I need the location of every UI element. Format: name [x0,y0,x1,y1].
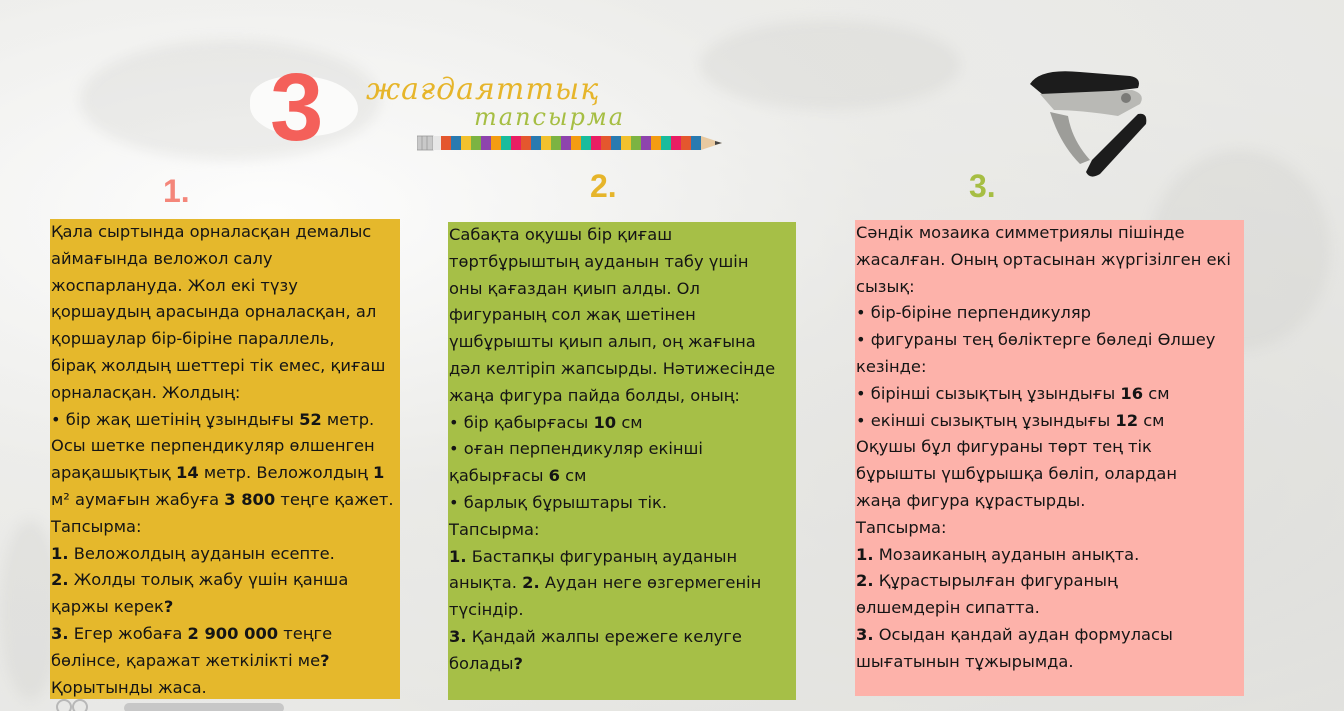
card-line: жоспарлануда. Жол екі түзу [51,275,298,295]
card-line: Тапсырма: [51,516,142,536]
card-line: 3. Егер жобаға 2 900 000 теңге [51,623,333,643]
card-line: 1. Бастапқы фигураның ауданын [449,546,738,566]
big-number: 3 [270,54,324,161]
card-line: 3. Осыдан қандай аудан формуласы [856,624,1173,644]
page-title: жағдаяттық [366,72,600,107]
card-line: бұрышты үшбұрышқа бөліп, олардан [856,464,1178,484]
card-line: өлшемдерін сипатта. [856,598,1040,618]
big-number-badge [250,54,360,161]
card-line: Тапсырма: [449,519,540,539]
card-line: қоршаулар бір-біріне параллель, [51,329,335,349]
card-line: төртбұрыштың ауданын табу үшін [449,251,749,271]
card-line: жаңа фигура пайда болды, оның: [449,385,740,405]
card-line: • оған перпендикуляр екінші [449,439,703,459]
card-line: жаңа фигура құрастырды. [856,490,1086,510]
card-line: жасалған. Оның ортасынан жүргізілген екі [856,249,1231,269]
card-line: 1. Веложолдың ауданын есепте. [51,543,335,563]
card-line: орналасқан. Жолдың: [51,382,241,402]
card-line: қабырғасы 6 см [449,466,587,486]
staple-remover-icon [1020,64,1155,184]
card-line: • екінші сызықтың ұзындығы 12 см [856,410,1165,430]
card-line: болады? [449,653,523,673]
card-line: Сабақта оқушы бір қиғаш [449,225,673,244]
card-line: бірақ жолдың шеттері тік емес, қиғаш [51,355,386,375]
card-line: шығатынын тұжырымда. [856,651,1074,671]
card-line: 3. Қандай жалпы ережеге келуге [449,626,742,646]
card-line: анықта. 2. Аудан неге өзгермегенін [449,573,762,593]
card-line: дәл келтіріп жапсырды. Нәтижесінде [449,358,776,378]
wall-texture [700,20,960,110]
card-line: 2. Жолды толық жабу үшін қанша [51,570,349,590]
card-line: түсіндір. [449,600,524,620]
card-line: арақашықтық 14 метр. Веложолдың 1 [51,463,385,483]
card-line: • бір жақ шетінің ұзындығы 52 метр. [51,409,375,429]
card-line: сызық: [856,276,915,296]
card-line: • бір қабырғасы 10 см [449,412,643,432]
task-number-3: 3. [969,168,996,204]
card-line: Оқушы бұл фигураны төрт тең тік [856,437,1152,457]
card-line: Осы шетке перпендикуляр өлшенген [51,436,375,456]
card-line: м² аумағын жабуға 3 800 теңге қажет. [51,489,394,509]
card-line: бөлінсе, қаражат жеткілікті ме? [51,650,330,670]
task-card-2 [448,222,796,700]
card-line: Сәндік мозаика симметриялы пішінде [856,223,1185,242]
card-line: оны қағаздан қиып алды. Ол [449,278,700,298]
card-line: 2. Құрастырылған фигураның [856,571,1118,591]
card-line: 1. Мозаиканың ауданын анықта. [856,544,1140,564]
task-card-1 [50,219,400,699]
footer-logo-fragment [54,693,294,711]
card-line: қоршаудың арасында орналасқан, ал [51,302,377,322]
card-line: • бірінші сызықтың ұзындығы 16 см [856,383,1170,403]
card-line: Қала сыртында орналасқан демалыс [51,222,372,241]
card-line: фигураның сол жақ шетінен [449,305,696,325]
task-card-3 [855,220,1244,696]
card-line: кезінде: [856,356,927,376]
task-number-1: 1. [163,173,190,209]
card-line: Тапсырма: [856,517,947,537]
pencil-icon [417,134,722,152]
card-line: қаржы керек? [51,597,174,617]
card-line: • барлық бұрыштары тік. [449,492,668,512]
card-line: Қорытынды жаса. [51,677,207,697]
card-line: үшбұрышты қиып алып, оң жағына [449,332,756,352]
task-number-2: 2. [590,168,617,204]
card-line: • бір-біріне перпендикуляр [856,303,1091,323]
card-line: аймағында веложол салу [51,248,273,268]
card-line: • фигураны тең бөліктерге бөледі Өлшеу [856,330,1216,350]
page-subtitle: тапсырма [474,103,626,131]
